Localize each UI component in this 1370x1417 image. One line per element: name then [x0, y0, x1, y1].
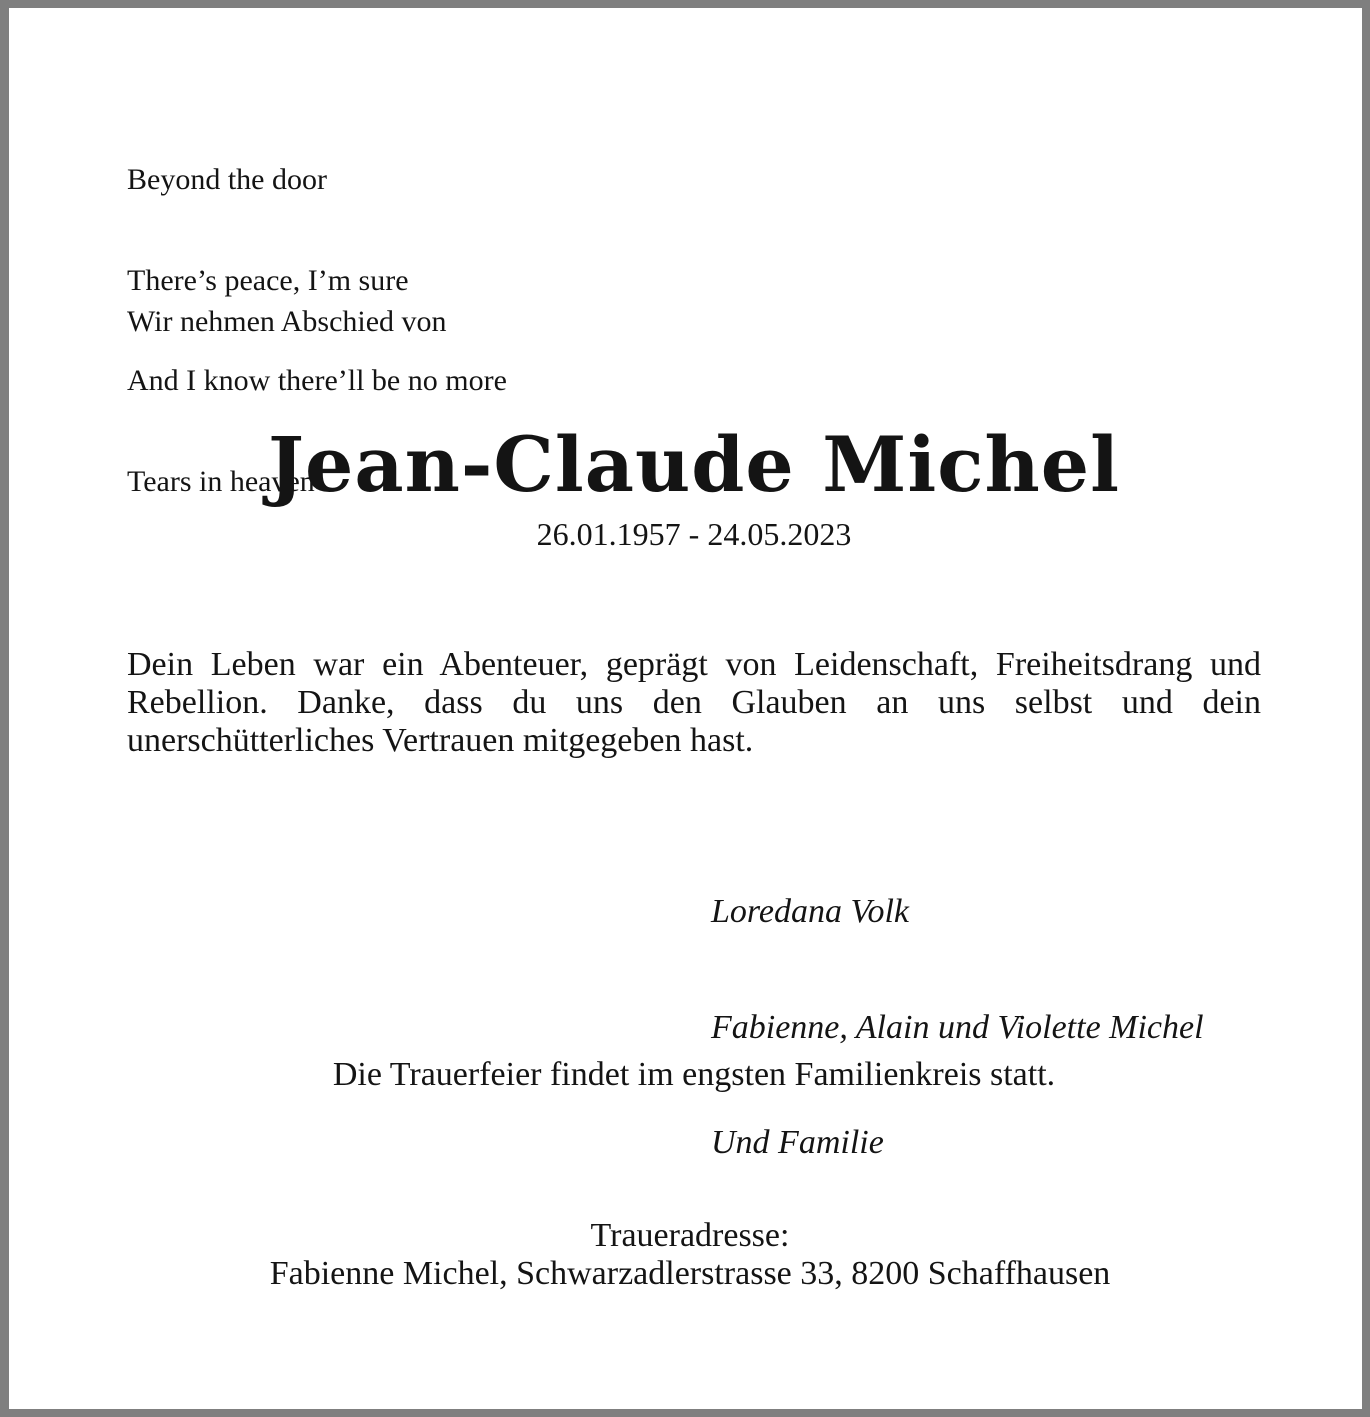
- tribute-text: Dein Leben war ein Abenteuer, geprägt von Leidenschaft, Freiheitsdrang und Rebellion. Danke, dass du uns den Glauben an uns selbst und dein unerschütterliches Vertrauen mitgegeben hast.: [127, 646, 1261, 759]
- mourner-name: Fabienne, Alain und Violette Michel: [711, 1008, 1204, 1046]
- farewell-intro: Wir nehmen Abschied von: [127, 305, 447, 338]
- poem-line: Tears in heaven: [127, 464, 315, 498]
- deceased-name: Jean-Claude Michel: [268, 420, 1120, 509]
- address-label: Traueradresse:: [590, 1217, 790, 1254]
- poem-line: And I know there’ll be no more: [127, 364, 507, 397]
- poem-line: Beyond the door: [127, 163, 327, 196]
- mourner-name: Und Familie: [711, 1124, 884, 1161]
- mourners-list: [711, 816, 1204, 1240]
- poem-line: There’s peace, I’m sure: [127, 263, 409, 297]
- life-dates: 26.01.1957 - 24.05.2023: [536, 516, 852, 552]
- mourner-name: Loredana Volk: [711, 893, 910, 930]
- ceremony-note: Die Trauerfeier findet im engsten Familienkreis statt.: [332, 1056, 1056, 1093]
- mourning-address: Fabienne Michel, Schwarzadlerstrasse 33, 8200 Schaffhausen: [269, 1255, 1111, 1292]
